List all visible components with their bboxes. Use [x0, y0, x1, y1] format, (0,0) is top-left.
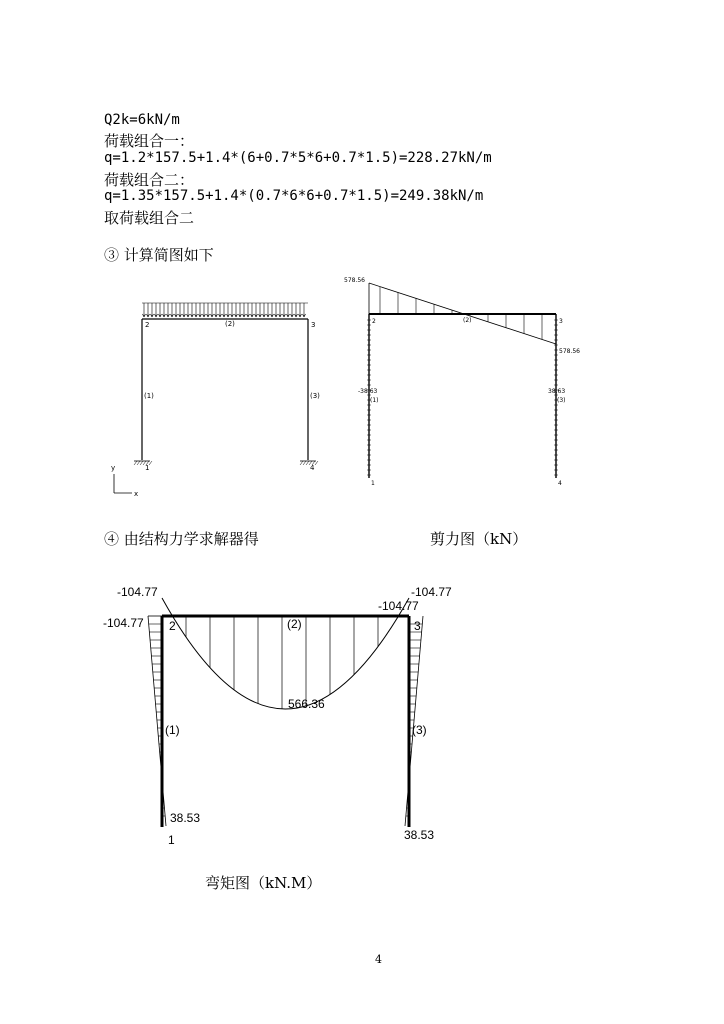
moment-member-2: (2) — [287, 617, 302, 631]
step3-heading: ③ 计算简图如下 — [104, 246, 214, 264]
combo2-formula: q=1.35*157.5+1.4*(0.7*6*6+0.7*1.5)=249.38kN/m — [104, 188, 484, 204]
step4-heading: ④ 由结构力学求解器得 — [104, 530, 259, 548]
shear-node-2: 2 — [372, 318, 376, 325]
moment-node-2: 2 — [169, 619, 176, 633]
page-number: 4 — [375, 953, 382, 966]
moment-node-1: 1 — [168, 833, 175, 847]
shear-right-value: 578.56 — [559, 348, 580, 355]
moment-caption: 弯矩图（kN.M） — [205, 874, 322, 892]
combo1-formula: q=1.2*157.5+1.4*(6+0.7*5*6+0.7*1.5)=228.27kN/m — [104, 150, 492, 166]
moment-left-joint-value: -104.77 — [103, 616, 144, 630]
moment-base-right-value: 38.53 — [404, 828, 435, 842]
axis-y-label: y — [111, 464, 116, 472]
shear-col-left-value: -38.63 — [358, 388, 378, 395]
frame-member-3: (3) — [310, 392, 320, 400]
moment-member-1: (1) — [165, 723, 180, 737]
shear-top-left-value: 578.56 — [344, 277, 365, 284]
moment-right-joint-value: -104.77 — [378, 599, 419, 613]
combo2-title: 荷载组合二： — [104, 171, 195, 189]
frame-node-1: 1 — [145, 464, 150, 472]
frame-member-2: (2) — [225, 320, 235, 328]
shear-member-2: (2) — [463, 317, 472, 324]
shear-member-1: (1) — [370, 397, 379, 404]
moment-top-right-value: -104.77 — [411, 585, 452, 599]
axis-x-label: x — [134, 490, 139, 498]
shear-member-3: (3) — [557, 397, 566, 404]
frame-node-3: 3 — [311, 321, 316, 329]
shear-caption: 剪力图（kN） — [430, 530, 528, 548]
moment-mid-value: 566.36 — [288, 697, 325, 711]
frame-member-1: (1) — [144, 392, 154, 400]
line-q2k: Q2k=6kN/m — [104, 112, 180, 128]
shear-node-4: 4 — [558, 480, 562, 487]
shear-node-1: 1 — [371, 480, 375, 487]
moment-node-3: 3 — [414, 619, 421, 633]
moment-base-left-value: 38.53 — [170, 811, 201, 825]
take-combo2: 取荷载组合二 — [104, 209, 195, 227]
frame-node-4: 4 — [310, 464, 315, 472]
shear-node-3: 3 — [559, 318, 563, 325]
moment-top-left-value: -104.77 — [117, 585, 158, 599]
combo1-title: 荷载组合一： — [104, 132, 195, 150]
moment-member-3: (3) — [412, 723, 427, 737]
frame-node-2: 2 — [145, 321, 150, 329]
shear-col-right-value: 38.63 — [548, 388, 566, 395]
